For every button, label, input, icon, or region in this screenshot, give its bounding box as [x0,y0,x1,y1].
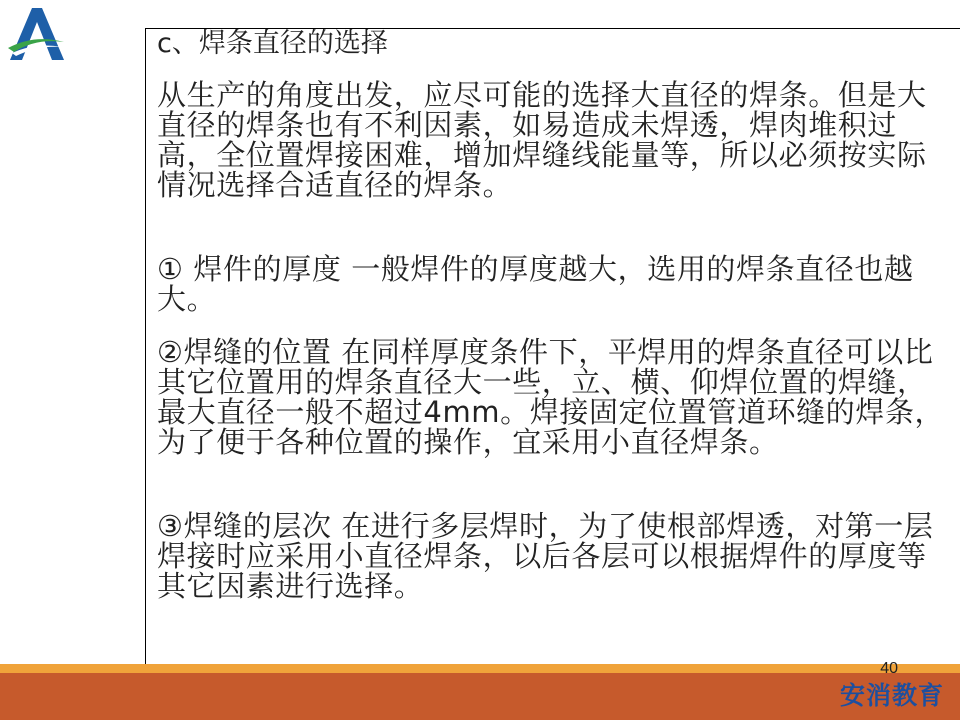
slide-heading: c、焊条直径的选择 [157,28,388,59]
paragraph-intro: 从生产的角度出发，应尽可能的选择大直径的焊条。但是大直径的焊条也有不利因素，如易造成未焊透，焊肉堆积过高，全位置焊接困难，增加焊缝线能量等，所以必须按实际情况选择合适直径的焊条。 [157,80,927,202]
footer-bar [0,673,960,720]
company-logo-icon [6,6,66,62]
paragraph-layers: ③焊缝的层次 在进行多层焊时，为了使根部焊透，对第一层焊接时应采用小直径焊条，以后各层可以根据焊件的厚度等其它因素进行选择。 [157,511,934,603]
page-number: 40 [880,660,898,677]
footer-stripe [0,664,960,673]
footer-brand: 安消教育 [839,681,944,710]
paragraph-thickness: ① 焊件的厚度 一般焊件的厚度越大，选用的焊条直径也越大。 [157,254,914,316]
paragraph-position: ②焊缝的位置 在同样厚度条件下，平焊用的焊条直径可以比其它位置用的焊条直径大一些，立、横、仰焊位置的焊缝，最大直径一般不超过4mm。焊接固定位置管道环缝的焊条，为了便于各种位置的操作，宜采用小直径焊条。 [157,337,945,459]
